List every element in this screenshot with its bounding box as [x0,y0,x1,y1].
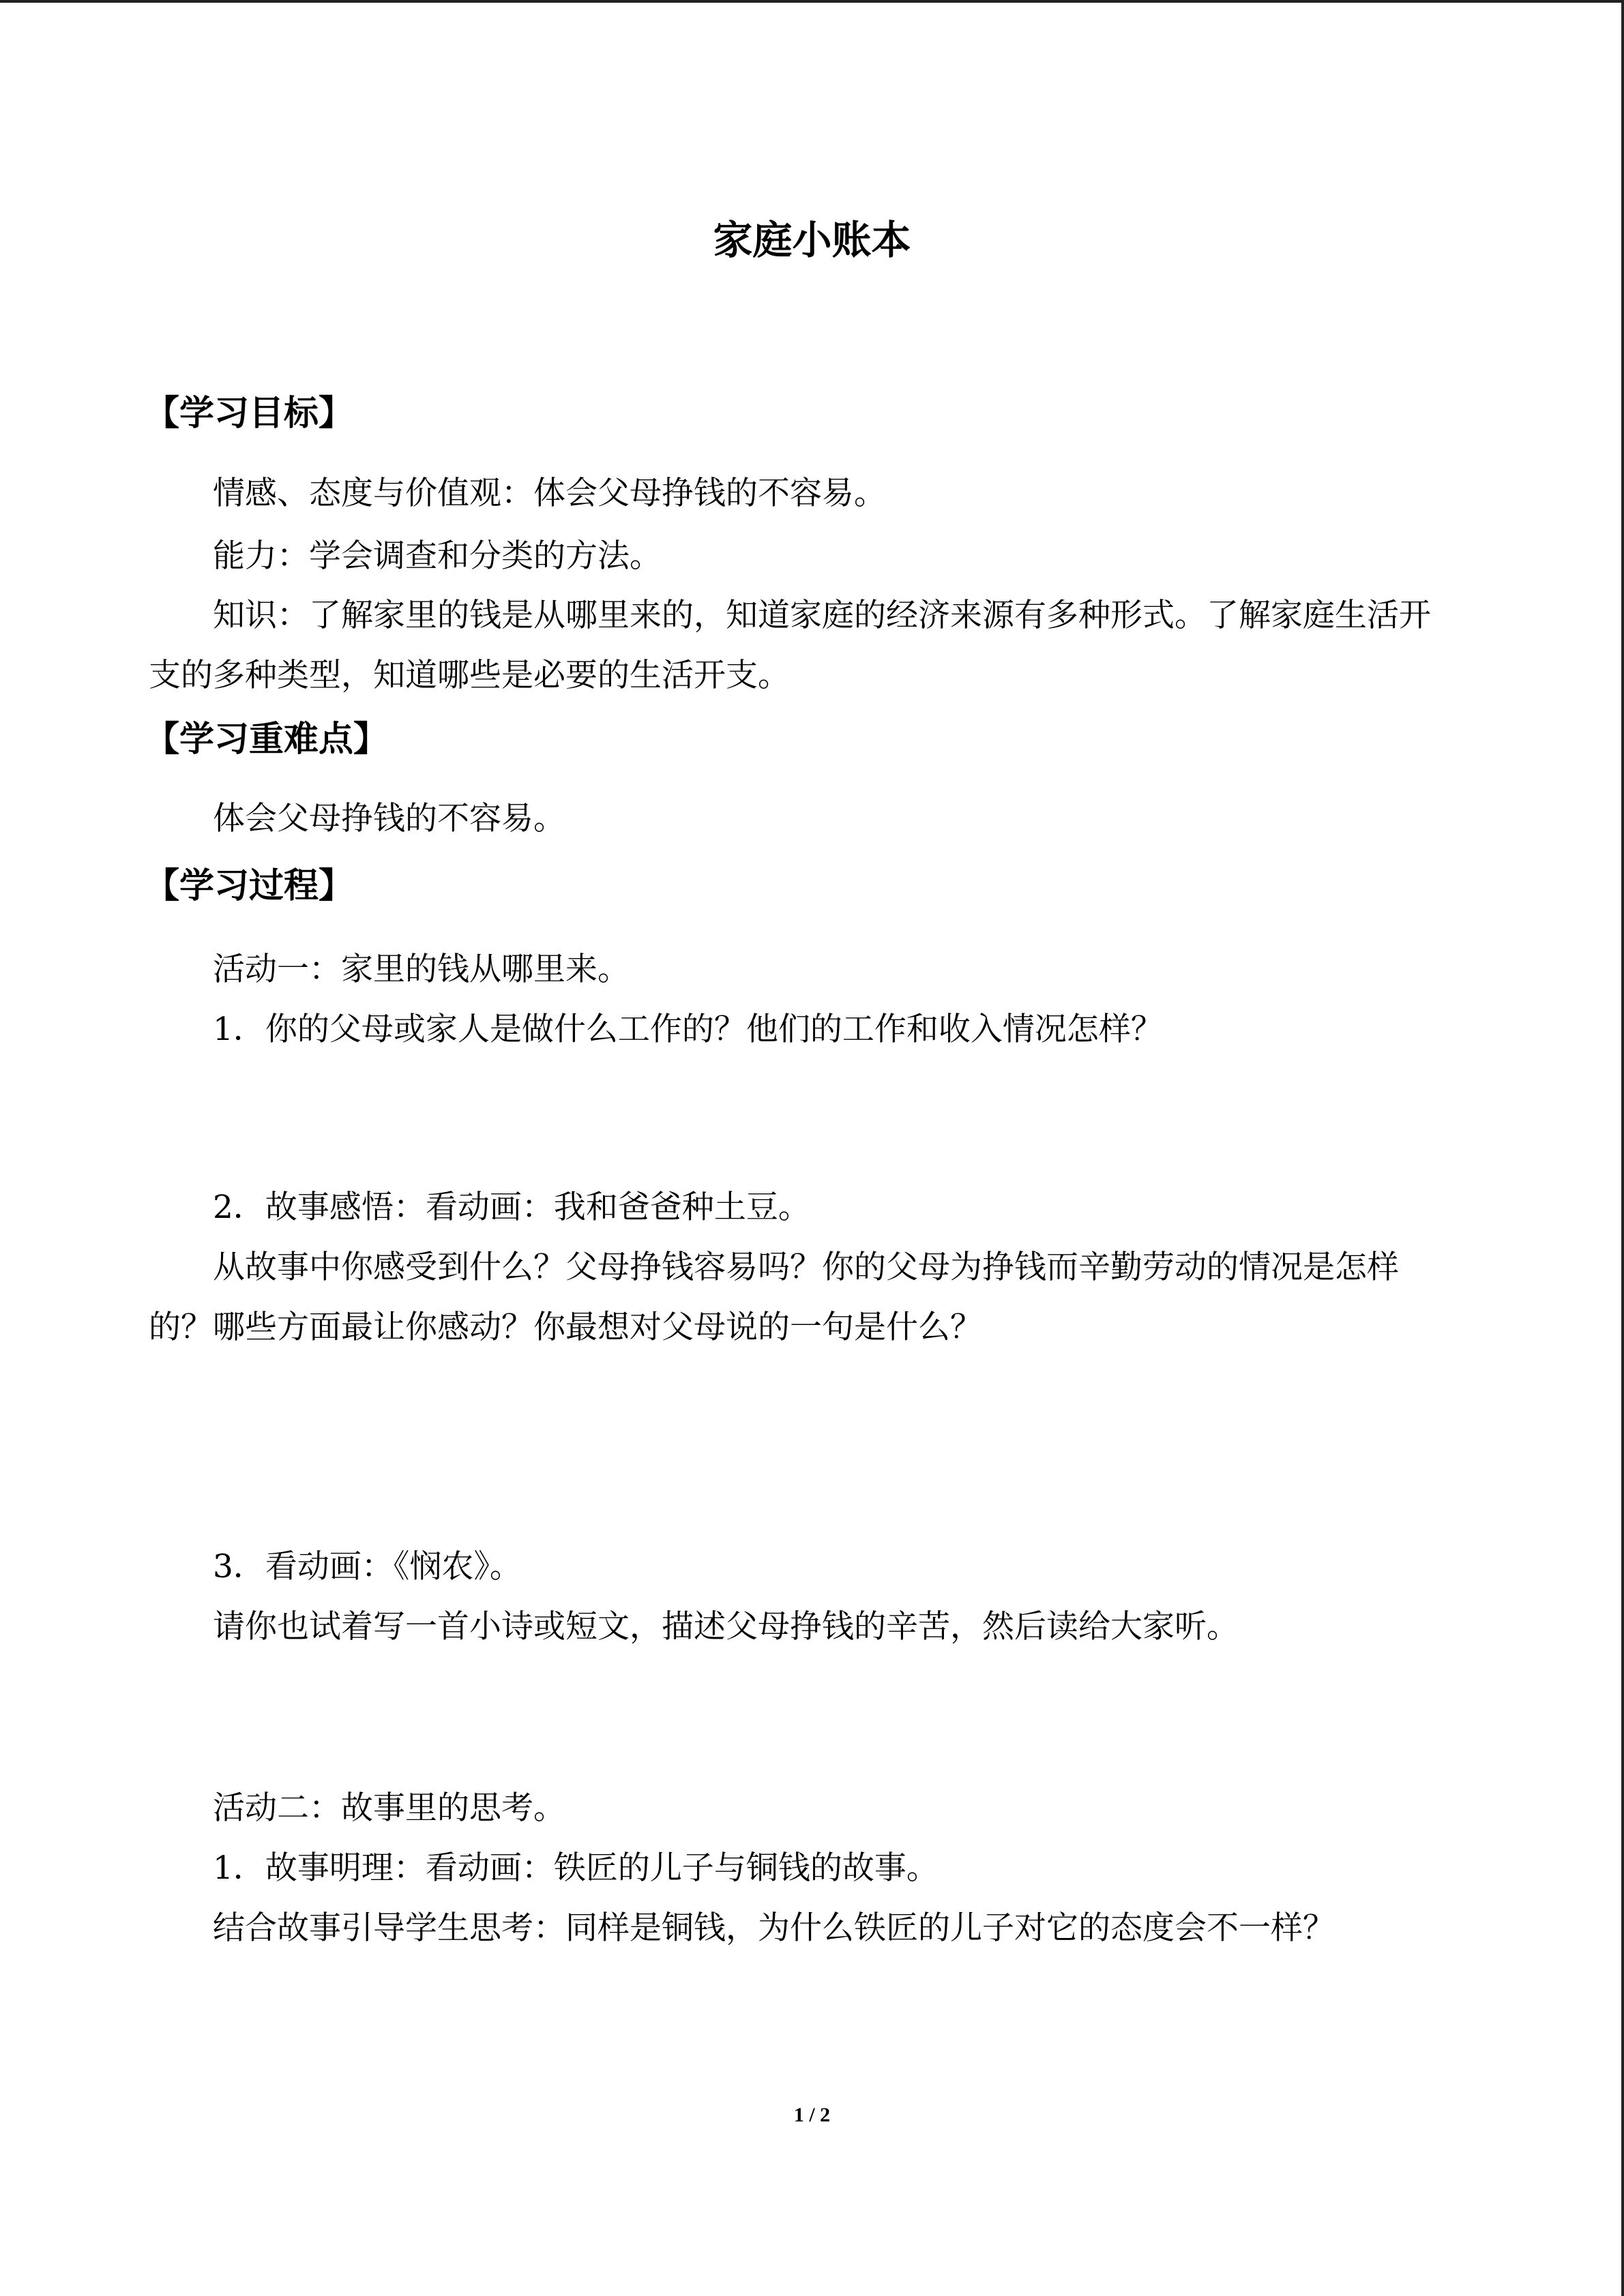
paragraph: 请你也试着写一首小诗或短文，描述父母挣钱的辛苦，然后读给大家听。 [213,1608,1239,1645]
section-heading-key-points: 【学习重难点】 [145,719,389,760]
paragraph: 活动一：家里的钱从哪里来。 [213,951,630,988]
paragraph: 3．看动画：《悯农》。 [213,1548,522,1585]
paragraph: 能力：学会调查和分类的方法。 [213,537,662,575]
page-border-top [0,0,1624,3]
paragraph: 1．故事明理：看动画：铁匠的儿子与铜钱的故事。 [213,1849,939,1887]
section-heading-learning-process: 【学习过程】 [145,866,354,906]
section-heading-learning-goals: 【学习目标】 [145,393,354,434]
document-title: 家庭小账本 [713,217,911,263]
page-border-right [1621,0,1624,2296]
paragraph: 体会父母挣钱的不容易。 [213,800,565,837]
paragraph: 从故事中你感受到什么？父母挣钱容易吗？你的父母为挣钱而辛勤劳动的情况是怎样的？哪些方面最让你感动？你最想对父母说的一句是什么？ [149,1249,1399,1346]
paragraph: 知识：了解家里的钱是从哪里来的，知道家庭的经济来源有多种形式。了解家庭生活开支的多种类型，知道哪些是必要的生活开支。 [149,597,1431,694]
paragraph: 活动二：故事里的思考。 [213,1789,565,1827]
page-number: 1 / 2 [793,2104,831,2126]
paragraph: 1．你的父母或家人是做什么工作的？他们的工作和收入情况怎样？ [213,1011,1163,1048]
paragraph: 2．故事感悟：看动画：我和爸爸种土豆。 [213,1189,810,1226]
paragraph: 结合故事引导学生思考：同样是铜钱，为什么铁匠的儿子对它的态度会不一样？ [213,1909,1335,1947]
paragraph: 情感、态度与价值观：体会父母挣钱的不容易。 [213,475,886,512]
